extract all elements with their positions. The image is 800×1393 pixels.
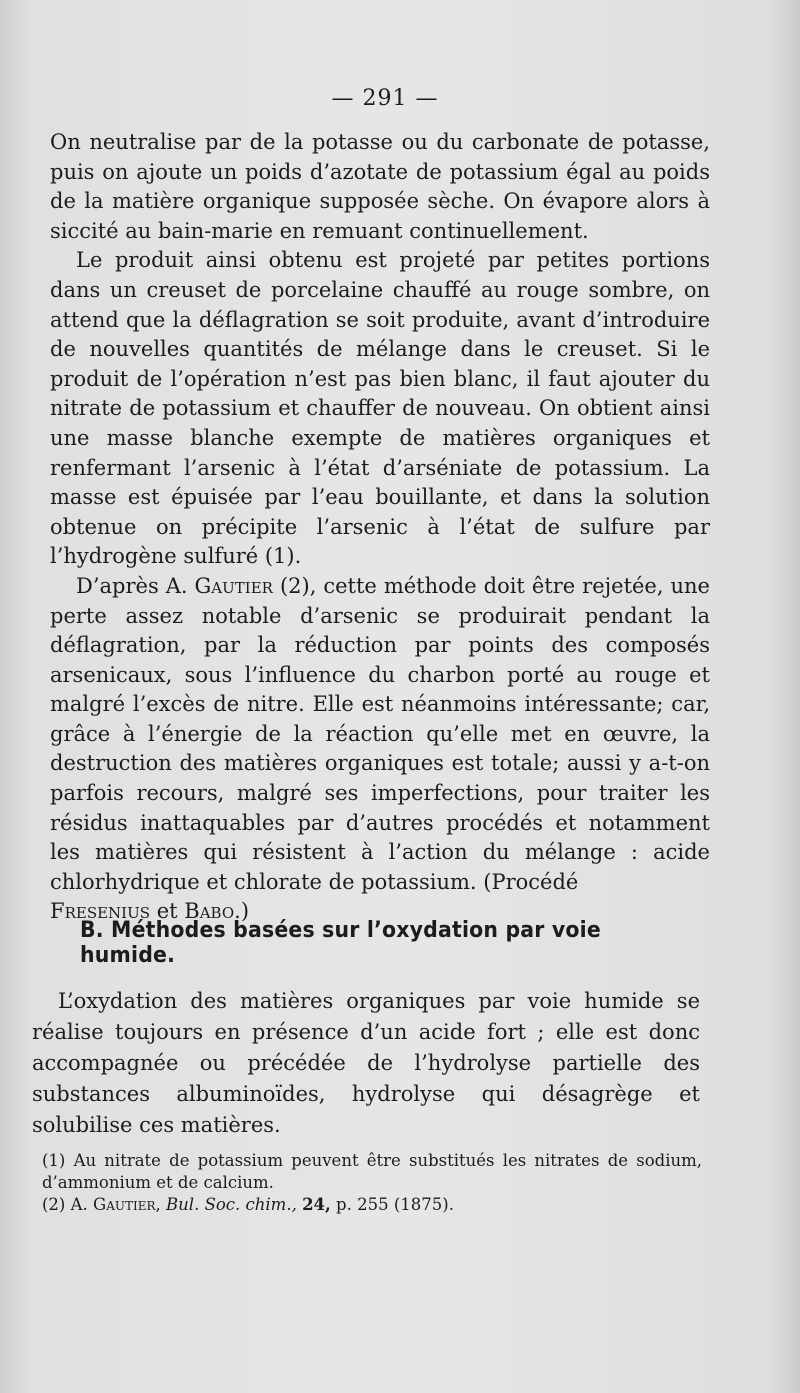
body-text <box>50 128 710 927</box>
paragraph-2: Le produit ainsi obtenu est projeté par petites portions dans un creuset de porcelaine chauffé au rouge sombre, on attend que la déflagration se soit produite, avant d’introduire de nouvelles quantités de mélange dans le creuset. Si le produit de l’opération n’est pas bien blanc, il faut ajouter du nitrate de potassium et chauffer de nouveau. On obtient ainsi une masse blanche exempte de matières organiques et renfermant l’arsenic à l’état d’arséniate de potassium. La masse est épuisée par l’eau bouillante, et dans la solution obtenue on précipite l’arsenic à l’état de sulfure par l’hydrogène sulfuré (1). <box>50 248 710 569</box>
footnote-2-ref: (2) <box>42 1195 66 1214</box>
p3-et: et <box>156 899 178 924</box>
footnotes <box>42 1150 702 1216</box>
author-fresenius: Fresenius <box>50 899 151 924</box>
footnote-2-a: A. <box>70 1195 88 1214</box>
section-body <box>32 986 700 1141</box>
footnote-1 <box>42 1150 702 1194</box>
footnote-1-ref: (1) <box>42 1151 66 1170</box>
p3-body: (2), cette méthode doit être rejetée, une perte assez notable d’arsenic se produirait pendant la déflagration, par la réduction par points des composés arsenicaux, sous l’influence du charbon porté au rouge et malgré l’excès de nitre. Elle est néanmoins intéressante; car, grâce à l’énergie de la réaction qu’elle met en œuvre, la destruction des matières organiques est totale; aussi y a-t-on parfois recours, malgré ses imperfections, pour traiter les résidus inattaquables par d’autres procédés et notamment les matières qui résistent à l’action du mélange : acide chlorhydrique et chlorate de potassium. (Procédé <box>50 573 710 894</box>
page-number: — 291 — <box>331 86 439 111</box>
section-heading: B. Méthodes basées sur l’oxydation par voie humide. <box>80 918 601 968</box>
footnote-2-author: Gautier, <box>93 1195 161 1214</box>
paragraph-1: On neutralise par de la potasse ou du carbonate de potasse, puis on ajoute un poids d’azotate de potassium égal au poids de la matière organique supposée sèche. On évapore alors à siccité au bain-marie en remuant continuellement. <box>50 130 710 243</box>
paragraph-3 <box>50 572 710 927</box>
p3-end: .) <box>234 899 250 924</box>
footnote-2-rest: p. 255 (1875). <box>336 1195 454 1214</box>
footnote-2-volume: 24, <box>302 1195 331 1214</box>
footnote-2 <box>42 1194 702 1216</box>
author-gautier: Gautier <box>194 573 273 598</box>
footnote-1-text: Au nitrate de potassium peuvent être substitués les nitrates de sodium, d’ammonium et de calcium. <box>42 1151 702 1192</box>
p3-before: D’après A. <box>76 573 188 598</box>
footnote-2-journal: Bul. Soc. chim., <box>166 1195 297 1214</box>
author-babo: Babo <box>184 899 235 924</box>
section-paragraph: L’oxydation des matières organiques par voie humide se réalise toujours en présence d’un acide fort ; elle est donc accompagnée ou précédée de l’hydrolyse partielle des substances albuminoïdes, hydrolyse qui désagrège et solubilise ces matières. <box>32 989 700 1137</box>
